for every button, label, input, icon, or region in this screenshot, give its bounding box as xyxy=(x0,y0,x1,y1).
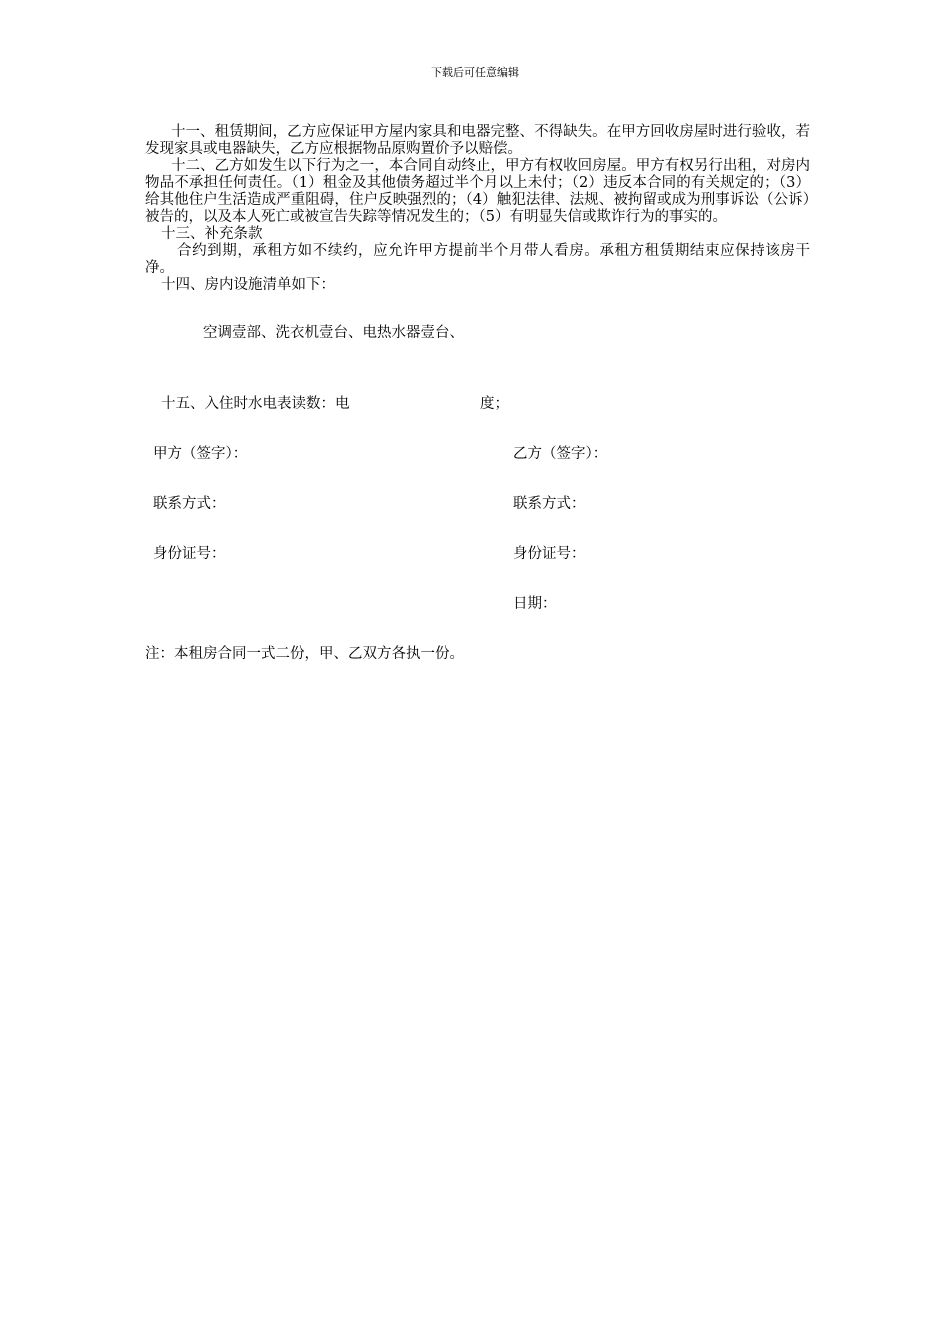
clause-11: 十一、租赁期间，乙方应保证甲方屋内家具和电器完整、不得缺失。在甲方回收房屋时进行验收，若发现家具或电器缺失，乙方应根据物品原购置价予以赔偿。 xyxy=(145,124,810,157)
party-b-id-label: 身份证号： xyxy=(513,546,586,562)
party-b-contact-label: 联系方式： xyxy=(513,496,586,512)
meter-reading-label: 十五、入住时水电表读数：电 xyxy=(161,396,350,412)
clause-12: 十二、乙方如发生以下行为之一，本合同自动终止，甲方有权收回房屋。甲方有权另行出租，对房内物品不承担任何责任。（1）租金及其他债务超过半个月以上未付；（2）违反本合同的有关规定的；（3）给其他住户生活造成严重阻碍，住户反映强烈的；（4）触犯法律、法规、被拘留或成为刑事诉讼（公诉）被告的，以及本人死亡或被宣告失踪等情况发生的；（5）有明显失信或欺诈行为的事实的。 xyxy=(145,158,810,225)
clause-13-body: 合约到期，承租方如不续约，应允许甲方提前半个月带人看房。承租方租赁期结束应保持该房干净。 xyxy=(145,243,810,276)
clause-14-title: 十四、房内设施清单如下： xyxy=(161,277,335,293)
clause-13-title: 十三、补充条款 xyxy=(161,226,263,242)
date-label: 日期： xyxy=(513,596,557,612)
meter-reading-unit: 度； xyxy=(480,396,509,412)
party-b-signature-label: 乙方（签字）： xyxy=(513,446,608,462)
party-a-id-label: 身份证号： xyxy=(153,546,226,562)
contract-note: 注：本租房合同一式二份，甲、乙双方各执一份。 xyxy=(145,646,464,662)
party-a-contact-label: 联系方式： xyxy=(153,496,226,512)
contract-body xyxy=(145,124,810,294)
page-header: 下载后可任意编辑 xyxy=(431,66,519,79)
party-a-signature-label: 甲方（签字）： xyxy=(153,446,248,462)
facility-list: 空调壹部、洗衣机壹台、电热水器壹台、 xyxy=(203,325,464,341)
